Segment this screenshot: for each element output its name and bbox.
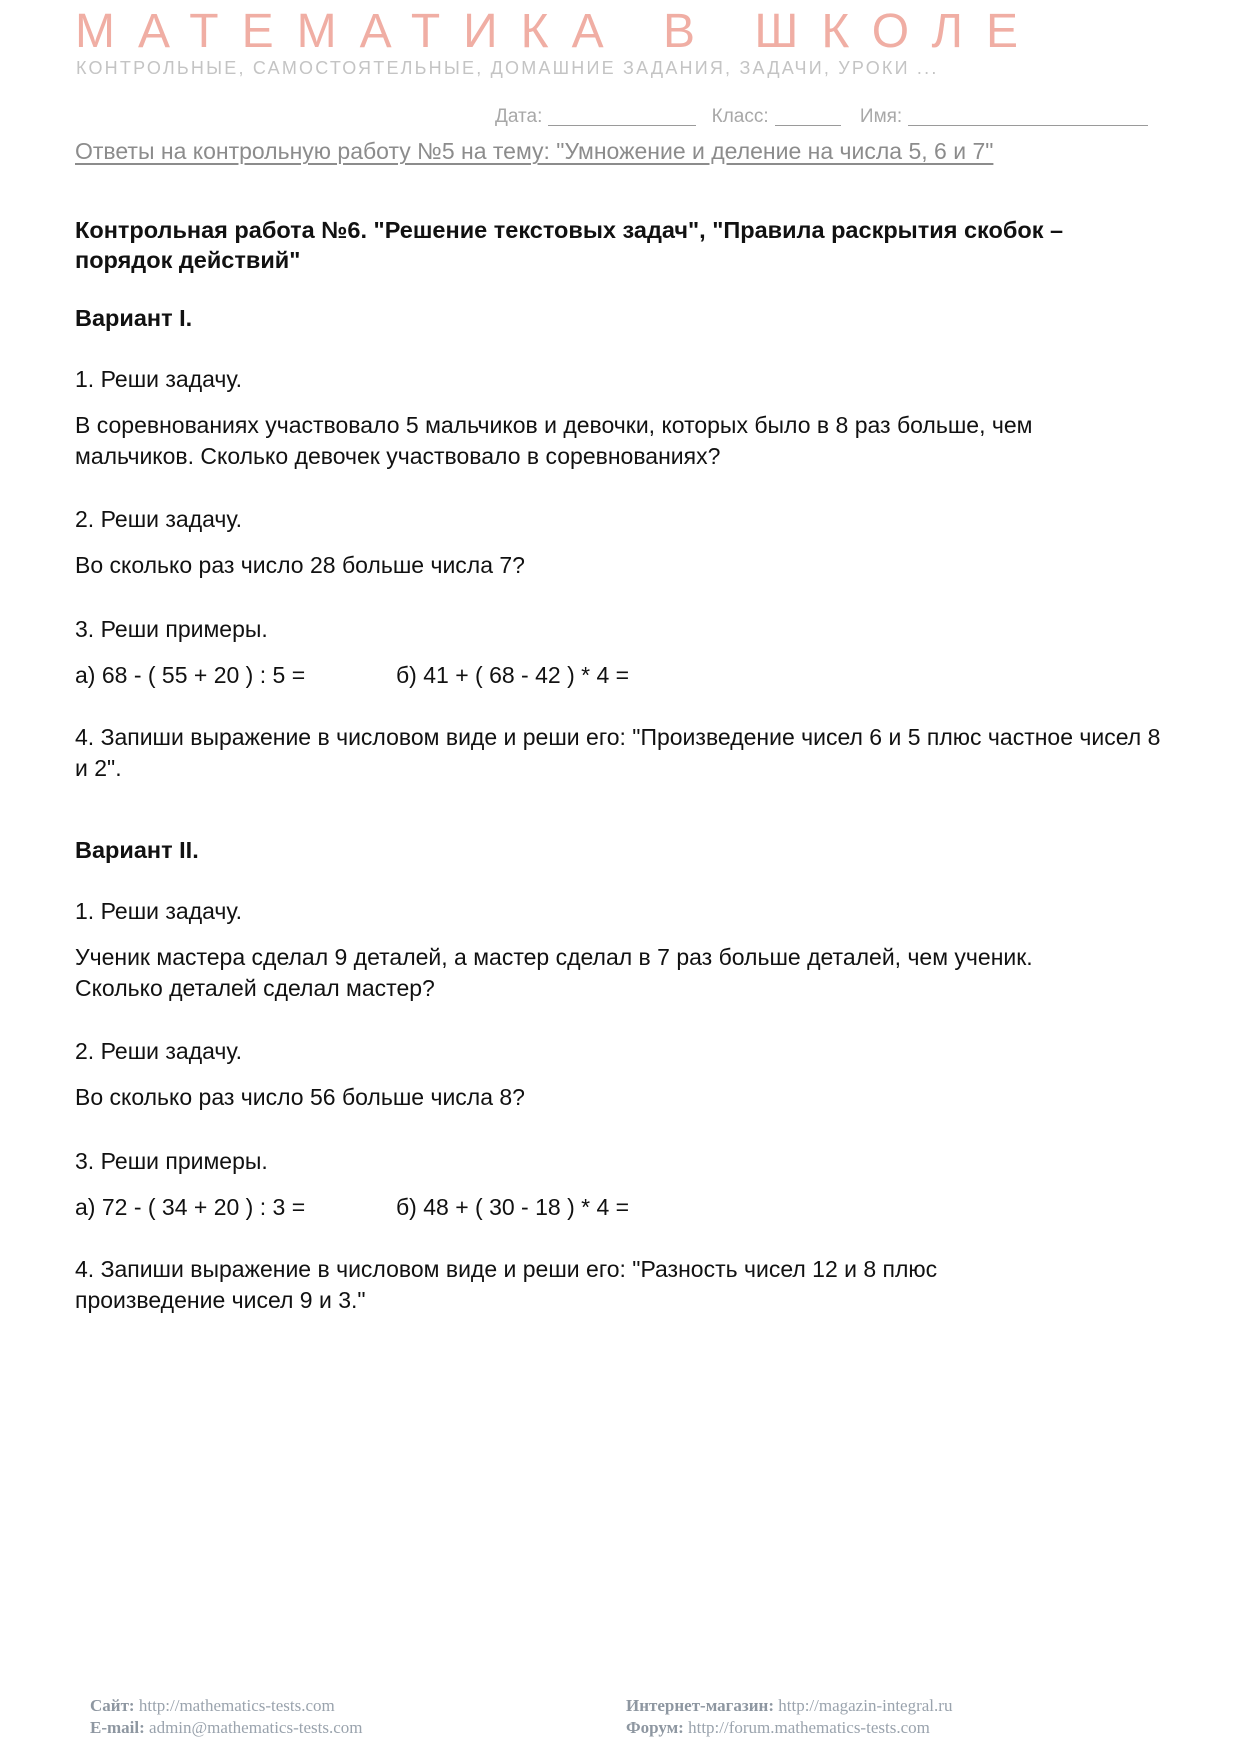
variant-2-task-2-label: 2. Реши задачу. [75,1038,242,1064]
brand-subtitle: КОНТРОЛЬНЫЕ, САМОСТОЯТЕЛЬНЫЕ, ДОМАШНИЕ ЗАДАНИЯ, ЗАДАЧИ, УРОКИ ... [76,58,939,78]
footer-forum-label: Форум: [626,1718,684,1737]
footer-left [90,1695,363,1739]
class-label: Класс: [711,106,769,127]
variant-1-task-2-label: 2. Реши задачу. [75,506,242,532]
footer-email-label: E-mail: [90,1718,145,1737]
document-title: Контрольная работа №6. "Решение текстовых задач", "Правила раскрытия скобок – порядок действий" [75,217,1064,273]
student-fields [495,107,1148,126]
variant-1-task-4-text: 4. Запиши выражение в числовом виде и реши его: "Произведение чисел 6 и 5 плюс частное чисел 8 и 2". [75,724,1161,781]
variant-1-example-a: а) 68 - ( 55 + 20 ) : 5 = [75,662,306,688]
footer-forum-link[interactable]: http://forum.mathematics-tests.com [688,1718,930,1737]
variant-2-task-1-text: Ученик мастера сделал 9 деталей, а мастер сделал в 7 раз больше деталей, чем ученик. Сколько деталей сделал мастер? [75,944,1033,1001]
variant-2-task-3-label: 3. Реши примеры. [75,1148,268,1174]
footer-email-link[interactable]: admin@mathematics-tests.com [149,1718,363,1737]
variant-2-task-4-text: 4. Запиши выражение в числовом виде и реши его: "Разность чисел 12 и 8 плюс произведение чисел 9 и 3." [75,1256,938,1313]
variant-2-task-1-label: 1. Реши задачу. [75,898,242,924]
variant-2-heading: Вариант II. [75,837,199,863]
variant-1-task-1-text: В соревнованиях участвовало 5 мальчиков и девочки, которых было в 8 раз больше, чем мальчиков. Сколько девочек участвовало в соревнованиях? [75,412,1033,469]
footer-site-label: Сайт: [90,1696,135,1715]
variant-2-example-a: а) 72 - ( 34 + 20 ) : 3 = [75,1194,306,1220]
variant-1-task-3-examples [75,660,630,691]
variant-1-task-2-text: Во сколько раз число 28 больше числа 7? [75,552,525,578]
name-label: Имя: [859,106,903,127]
brand-title: МАТЕМАТИКА В ШКОЛЕ [75,5,1042,58]
variant-1-heading: Вариант I. [75,305,193,331]
name-field[interactable] [908,107,1148,126]
footer-right [626,1695,952,1739]
variant-2-task-2-text: Во сколько раз число 56 больше числа 8? [75,1084,525,1110]
variant-1-example-b: б) 41 + ( 68 - 42 ) * 4 = [396,662,630,688]
answers-link[interactable]: Ответы на контрольную работу №5 на тему: "Умножение и деление на числа 5, 6 и 7" [75,138,994,164]
variant-2-task-3-examples [75,1192,630,1223]
date-label: Дата: [495,106,543,127]
variant-1-task-1-label: 1. Реши задачу. [75,366,242,392]
date-field[interactable] [548,107,696,126]
variant-2-example-b: б) 48 + ( 30 - 18 ) * 4 = [396,1194,630,1220]
footer-site-link[interactable]: http://mathematics-tests.com [138,1696,335,1715]
footer-shop-link[interactable]: http://magazin-integral.ru [778,1696,953,1715]
footer-shop-label: Интернет-магазин: [626,1696,774,1715]
class-field[interactable] [775,107,841,126]
variant-1-task-3-label: 3. Реши примеры. [75,616,268,642]
